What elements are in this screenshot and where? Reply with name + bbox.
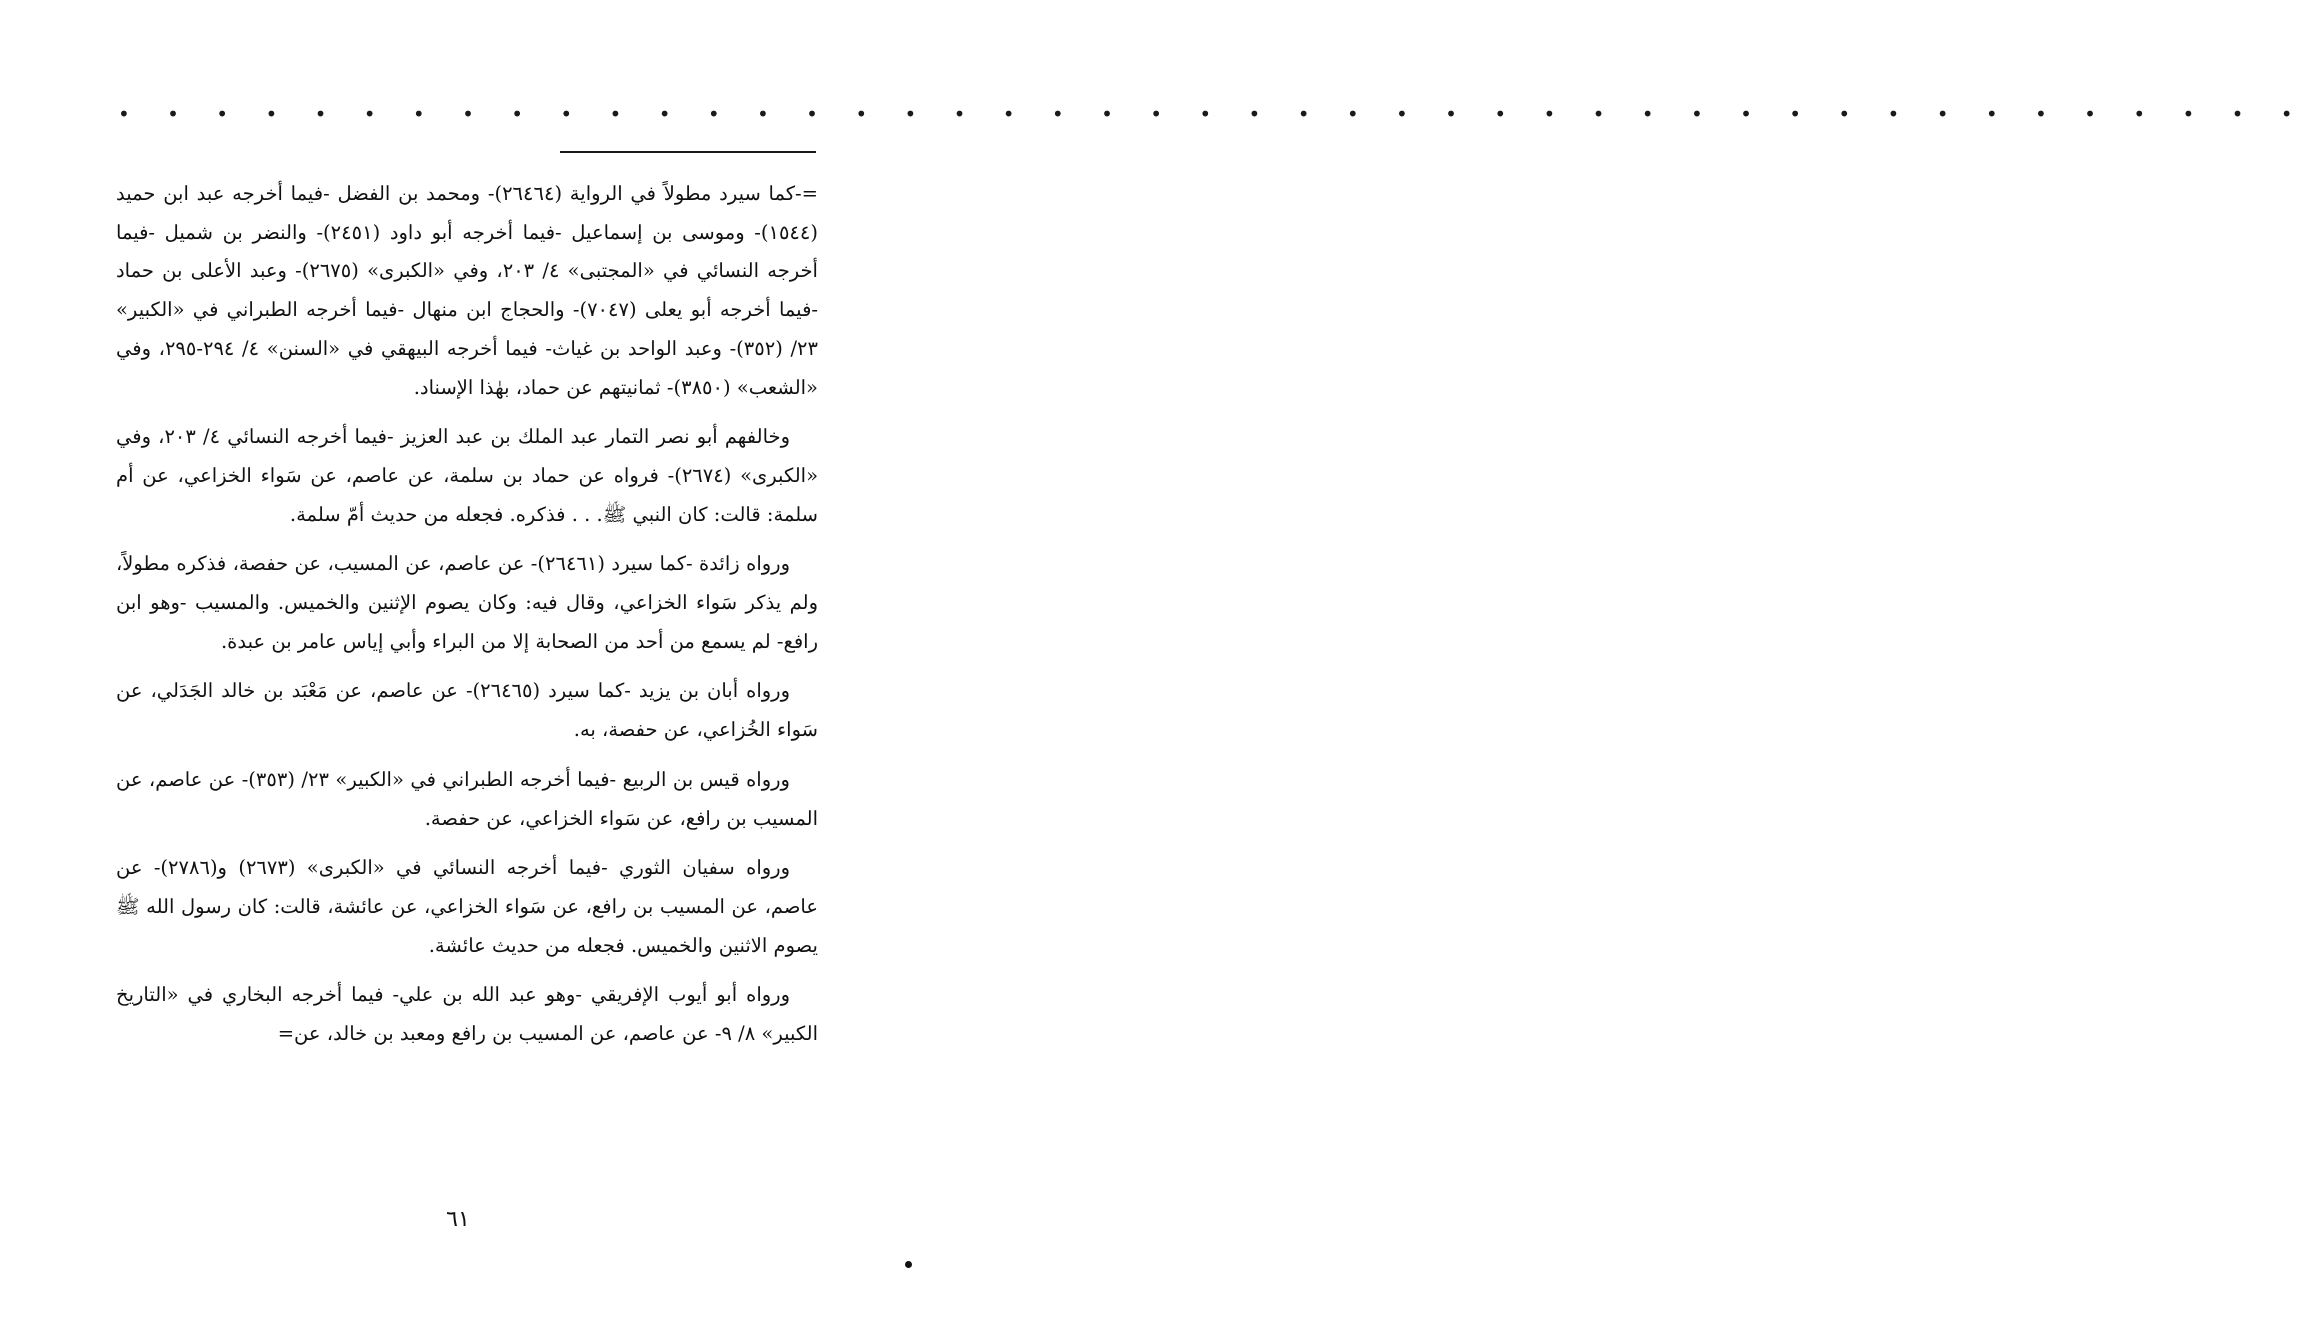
ornamental-dot-separator: • • • • • • • • • • • • • • • • • • • • • • • • • • • • • • • • • • • • • • • • • • • • • <box>118 102 2308 126</box>
margin-mark <box>905 1261 912 1268</box>
paragraph-7: ورواه أبو أيوب الإفريقي -وهو عبد الله بن علي- فيما أخرجه البخاري في «التاريخ الكبير» ٨/ ٩- عن عاصم، عن المسيب بن رافع ومعبد بن خالد، عن= <box>116 983 818 1046</box>
paragraph-2: وخالفهم أبو نصر التمار عبد الملك بن عبد العزيز -فيما أخرجه النسائي ٤/ ٢٠٣، وفي «الكبرى» (٢٦٧٤)- فرواه عن حماد بن سلمة، عن عاصم، عن سَواء الخزاعي، عن أم سلمة: قالت: كان النبي ﷺ. . . فذكره. فجعله من حديث أمّ سلمة. <box>116 425 818 526</box>
footnote-text <box>116 175 818 1065</box>
page-number: ٦١ <box>446 1207 470 1232</box>
paragraph-5: ورواه قيس بن الربيع -فيما أخرجه الطبراني في «الكبير» ٢٣/ (٣٥٣)- عن عاصم، عن المسيب بن رافع، عن سَواء الخزاعي، عن حفصة. <box>116 767 818 830</box>
paragraph-6: ورواه سفيان الثوري -فيما أخرجه النسائي في «الكبرى» (٢٦٧٣) و(٢٧٨٦)- عن عاصم، عن المسيب بن رافع، عن سَواء الخزاعي، عن عائشة، قالت: كان رسول الله ﷺ يصوم الاثنين والخميس. فجعله من حديث عائشة. <box>116 856 818 957</box>
paragraph-1: =-كما سيرد مطولاً في الرواية (٢٦٤٦٤)- ومحمد بن الفضل -فيما أخرجه عبد ابن حميد (١٥٤٤)- وموسى بن إسماعيل -فيما أخرجه أبو داود (٢٤٥١)- والنضر بن شميل -فيما أخرجه النسائي في «المجتبى» ٤/ ٢٠٣، وفي «الكبرى» (٢٦٧٥)- وعبد الأعلى بن حماد -فيما أخرجه أبو يعلى (٧٠٤٧)- والحجاج ابن منهال -فيما أخرجه الطبراني في «الكبير» ٢٣/ (٣٥٢)- وعبد الواحد بن غياث- فيما أخرجه البيهقي في «السنن» ٤/ ٢٩٤-٢٩٥، وفي «الشعب» (٣٨٥٠)- ثمانيتهم عن حماد، بهٰذا الإسناد. <box>116 182 818 399</box>
paragraph-4: ورواه أبان بن يزيد -كما سيرد (٢٦٤٦٥)- عن عاصم، عن مَعْبَد بن خالد الجَدَلي، عن سَواء الخُزاعي، عن حفصة، به. <box>116 679 818 742</box>
footnote-rule <box>560 151 816 153</box>
paragraph-3: ورواه زائدة -كما سيرد (٢٦٤٦١)- عن عاصم، عن المسيب، عن حفصة، فذكره مطولاً، ولم يذكر سَواء الخزاعي، وقال فيه: وكان يصوم الإثنين والخميس. والمسيب -وهو ابن رافع- لم يسمع من أحد من الصحابة إلا من البراء وأبي إياس عامر بن عبدة. <box>116 552 818 653</box>
